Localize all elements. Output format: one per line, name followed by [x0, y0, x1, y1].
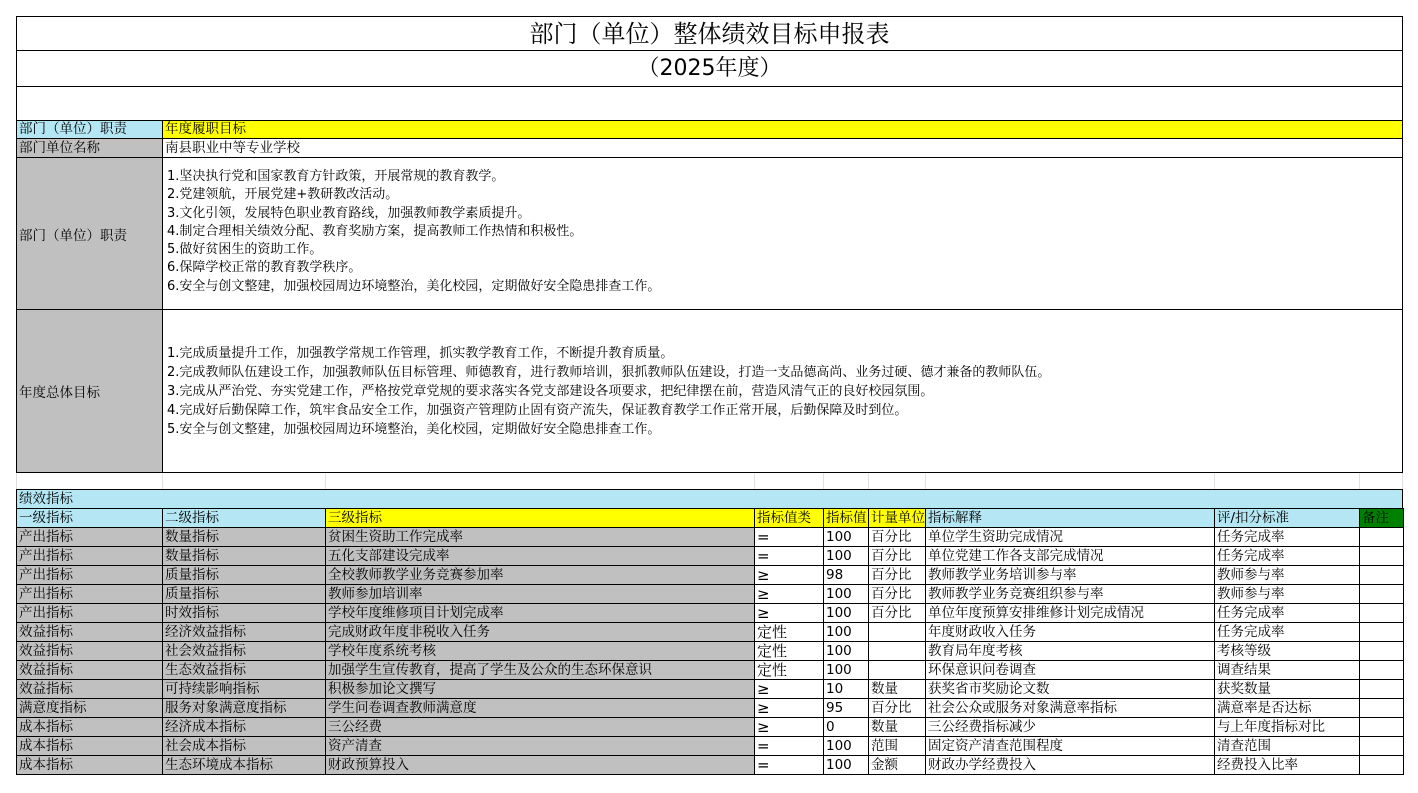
- value-type-cell[interactable]: ≥: [755, 585, 824, 604]
- unit-cell[interactable]: 范围: [869, 737, 926, 756]
- unit-cell[interactable]: [869, 661, 926, 680]
- goals-row: [16, 309, 1403, 473]
- remark-cell[interactable]: [1360, 585, 1404, 604]
- value-cell[interactable]: 95: [824, 699, 869, 718]
- table-row: [17, 737, 1404, 756]
- value-cell[interactable]: 100: [824, 623, 869, 642]
- level3-cell[interactable]: 学校年度维修项目计划完成率: [326, 604, 755, 623]
- duty-line: 1.坚决执行党和国家教育方针政策，开展常规的教育教学。: [167, 169, 505, 184]
- level2-cell[interactable]: 时效指标: [163, 604, 326, 623]
- performance-form-sheet: [16, 16, 1403, 775]
- standard-cell[interactable]: 考核等级: [1215, 642, 1360, 661]
- remark-cell[interactable]: [1360, 566, 1404, 585]
- level2-cell[interactable]: 质量指标: [163, 566, 326, 585]
- level2-cell[interactable]: 服务对象满意度指标: [163, 699, 326, 718]
- explanation-cell[interactable]: 获奖省市奖励论文数: [926, 680, 1215, 699]
- unit-cell[interactable]: 数量: [869, 718, 926, 737]
- value-type-cell[interactable]: ≥: [755, 566, 824, 585]
- remark-cell[interactable]: [1360, 623, 1404, 642]
- duty-line: 4.制定合理相关绩效分配、教育奖励方案，提高教师工作热情和积极性。: [167, 223, 583, 239]
- unit-name-label[interactable]: 部门单位名称: [17, 139, 163, 157]
- blank-row: [16, 86, 1403, 120]
- table-row: [17, 661, 1404, 680]
- standard-cell[interactable]: 任务完成率: [1215, 547, 1360, 566]
- table-row: [17, 547, 1404, 566]
- table-row: [17, 680, 1404, 699]
- table-row: [17, 623, 1404, 642]
- level3-cell[interactable]: 加强学生宣传教育，提高了学生及公众的生态环保意识: [326, 661, 755, 680]
- explanation-cell[interactable]: 单位年度预算安排维修计划完成情况: [926, 604, 1215, 623]
- level3-cell[interactable]: 资产清查: [326, 737, 755, 756]
- column-header[interactable]: 指标值: [824, 509, 869, 528]
- unit-cell[interactable]: 百分比: [869, 547, 926, 566]
- level3-cell[interactable]: 财政预算投入: [326, 756, 755, 775]
- unit-cell[interactable]: 百分比: [869, 699, 926, 718]
- remark-cell[interactable]: [1360, 528, 1404, 547]
- duties-label[interactable]: 部门（单位）职责: [17, 158, 163, 309]
- level1-cell[interactable]: 产出指标: [17, 604, 163, 623]
- level3-cell[interactable]: 教师参加培训率: [326, 585, 755, 604]
- level1-cell[interactable]: 成本指标: [17, 718, 163, 737]
- remark-cell[interactable]: [1360, 737, 1404, 756]
- level3-cell[interactable]: 学生问卷调查教师满意度: [326, 699, 755, 718]
- value-cell[interactable]: 100: [824, 604, 869, 623]
- level2-cell[interactable]: 质量指标: [163, 585, 326, 604]
- remark-cell[interactable]: [1360, 661, 1404, 680]
- goal-line: 2.完成教师队伍建设工作，加强教师队伍目标管理、师德教育，进行教师培训，狠抓教师队伍建设，打造一支品德高尚、业务过硬、德才兼备的教师队伍。: [167, 365, 1051, 380]
- level2-cell[interactable]: 经济效益指标: [163, 623, 326, 642]
- value-cell[interactable]: 98: [824, 566, 869, 585]
- level2-cell[interactable]: 经济成本指标: [163, 718, 326, 737]
- goals-text[interactable]: [163, 310, 1402, 472]
- section-header-row: [16, 120, 1403, 138]
- standard-cell[interactable]: 教师参与率: [1215, 585, 1360, 604]
- explanation-cell[interactable]: 社会公众或服务对象满意率指标: [926, 699, 1215, 718]
- unit-cell[interactable]: 金额: [869, 756, 926, 775]
- goal-line: 5.安全与创文整建，加强校园周边环境整治，美化校园，定期做好安全隐患排查工作。: [167, 422, 661, 437]
- duties-row: [16, 157, 1403, 309]
- form-year: （2025年度）: [16, 50, 1403, 86]
- table-row: [17, 604, 1404, 623]
- value-type-cell[interactable]: 定性: [755, 661, 824, 680]
- table-row: [17, 756, 1404, 775]
- spacer-row: [16, 473, 1403, 489]
- column-header[interactable]: 计量单位: [869, 509, 926, 528]
- standard-cell[interactable]: 满意率是否达标: [1215, 699, 1360, 718]
- explanation-cell[interactable]: 财政办学经费投入: [926, 756, 1215, 775]
- value-type-cell[interactable]: 定性: [755, 623, 824, 642]
- table-row: [17, 718, 1404, 737]
- table-row: [17, 699, 1404, 718]
- value-cell[interactable]: 100: [824, 756, 869, 775]
- value-cell[interactable]: 100: [824, 547, 869, 566]
- explanation-cell[interactable]: 单位党建工作各支部完成情况: [926, 547, 1215, 566]
- level1-cell[interactable]: 效益指标: [17, 642, 163, 661]
- goals-label[interactable]: 年度总体目标: [17, 310, 163, 472]
- performance-title[interactable]: 绩效指标: [16, 489, 1403, 508]
- standard-cell[interactable]: 任务完成率: [1215, 604, 1360, 623]
- remark-cell[interactable]: [1360, 604, 1404, 623]
- column-header[interactable]: 指标值类: [755, 509, 824, 528]
- duty-line: 5.做好贫困生的资助工作。: [167, 242, 323, 258]
- unit-cell[interactable]: [869, 642, 926, 661]
- explanation-cell[interactable]: 三公经费指标减少: [926, 718, 1215, 737]
- table-row: [17, 566, 1404, 585]
- value-cell[interactable]: 0: [824, 718, 869, 737]
- value-type-cell[interactable]: =: [755, 737, 824, 756]
- duty-line: 2.党建领航，开展党建+教研教改活动。: [167, 187, 399, 203]
- value-cell[interactable]: 100: [824, 642, 869, 661]
- table-header-row: [17, 509, 1404, 528]
- column-header[interactable]: 备注: [1360, 509, 1404, 528]
- table-row: [17, 585, 1404, 604]
- goal-line: 3.完成从严治党、夯实党建工作，严格按党章党规的要求落实各党支部建设各项要求，把纪律摆在前，营造风清气正的良好校园氛围。: [167, 384, 934, 399]
- column-header[interactable]: 一级指标: [17, 509, 163, 528]
- indicator-table: [16, 508, 1404, 775]
- remark-cell[interactable]: [1360, 718, 1404, 737]
- column-header[interactable]: 评/扣分标准: [1215, 509, 1360, 528]
- remark-cell[interactable]: [1360, 680, 1404, 699]
- standard-cell[interactable]: 教师参与率: [1215, 566, 1360, 585]
- value-type-cell[interactable]: =: [755, 547, 824, 566]
- level1-cell[interactable]: 效益指标: [17, 661, 163, 680]
- standard-cell[interactable]: 任务完成率: [1215, 623, 1360, 642]
- level2-cell[interactable]: 社会效益指标: [163, 642, 326, 661]
- unit-cell[interactable]: 百分比: [869, 528, 926, 547]
- unit-cell[interactable]: 百分比: [869, 566, 926, 585]
- level2-cell[interactable]: 社会成本指标: [163, 737, 326, 756]
- level3-cell[interactable]: 完成财政年度非税收入任务: [326, 623, 755, 642]
- remark-cell[interactable]: [1360, 756, 1404, 775]
- level3-cell[interactable]: 学校年度系统考核: [326, 642, 755, 661]
- value-type-cell[interactable]: ≥: [755, 699, 824, 718]
- standard-cell[interactable]: 任务完成率: [1215, 528, 1360, 547]
- value-cell[interactable]: 100: [824, 661, 869, 680]
- value-cell[interactable]: 100: [824, 585, 869, 604]
- goal-line: 4.完成好后勤保障工作，筑牢食品安全工作，加强资产管理防止固有资产流失，保证教育教学工作正常开展，后勤保障及时到位。: [167, 403, 908, 418]
- value-type-cell[interactable]: =: [755, 756, 824, 775]
- unit-cell[interactable]: 数量: [869, 680, 926, 699]
- explanation-cell[interactable]: 环保意识问卷调查: [926, 661, 1215, 680]
- section-header-label[interactable]: 部门（单位）职责: [17, 121, 163, 138]
- unit-cell[interactable]: [869, 623, 926, 642]
- duty-line: 6.安全与创文整建，加强校园周边环境整治，美化校园，定期做好安全隐患排查工作。: [167, 278, 661, 294]
- explanation-cell[interactable]: 固定资产清查范围程度: [926, 737, 1215, 756]
- explanation-cell[interactable]: 教师教学业务竞赛组织参与率: [926, 585, 1215, 604]
- value-cell[interactable]: 10: [824, 680, 869, 699]
- level3-cell[interactable]: 积极参加论文撰写: [326, 680, 755, 699]
- goal-line: 1.完成质量提升工作，加强教学常规工作管理，抓实教学教育工作，不断提升教育质量。: [167, 346, 674, 361]
- column-header[interactable]: 二级指标: [163, 509, 326, 528]
- explanation-cell[interactable]: 单位学生资助完成情况: [926, 528, 1215, 547]
- level1-cell[interactable]: 产出指标: [17, 566, 163, 585]
- value-cell[interactable]: 100: [824, 737, 869, 756]
- level2-cell[interactable]: 生态效益指标: [163, 661, 326, 680]
- level2-cell[interactable]: 生态环境成本指标: [163, 756, 326, 775]
- level1-cell[interactable]: 满意度指标: [17, 699, 163, 718]
- level1-cell[interactable]: 产出指标: [17, 547, 163, 566]
- unit-cell[interactable]: 百分比: [869, 585, 926, 604]
- level2-cell[interactable]: 可持续影响指标: [163, 680, 326, 699]
- duties-text[interactable]: [163, 158, 1402, 309]
- level3-cell[interactable]: 贫困生资助工作完成率: [326, 528, 755, 547]
- remark-cell[interactable]: [1360, 642, 1404, 661]
- level2-cell[interactable]: 数量指标: [163, 528, 326, 547]
- level1-cell[interactable]: 效益指标: [17, 623, 163, 642]
- form-title: 部门（单位）整体绩效目标申报表: [16, 16, 1403, 50]
- column-header[interactable]: 指标解释: [926, 509, 1215, 528]
- standard-cell[interactable]: 调查结果: [1215, 661, 1360, 680]
- unit-name-value[interactable]: 南县职业中等专业学校: [165, 140, 300, 156]
- level3-cell[interactable]: 三公经费: [326, 718, 755, 737]
- level1-cell[interactable]: 成本指标: [17, 756, 163, 775]
- value-type-cell[interactable]: =: [755, 528, 824, 547]
- table-row: [17, 528, 1404, 547]
- value-type-cell[interactable]: ≥: [755, 680, 824, 699]
- duty-line: 3.文化引领，发展特色职业教育路线，加强教师教学素质提升。: [167, 205, 531, 221]
- duty-line: 6.保障学校正常的教育教学秩序。: [167, 260, 362, 276]
- value-type-cell[interactable]: ≥: [755, 718, 824, 737]
- unit-cell[interactable]: 百分比: [869, 604, 926, 623]
- level1-cell[interactable]: 产出指标: [17, 528, 163, 547]
- value-type-cell[interactable]: ≥: [755, 604, 824, 623]
- value-cell[interactable]: 100: [824, 528, 869, 547]
- level1-cell[interactable]: 效益指标: [17, 680, 163, 699]
- value-type-cell[interactable]: 定性: [755, 642, 824, 661]
- explanation-cell[interactable]: 年度财政收入任务: [926, 623, 1215, 642]
- standard-cell[interactable]: 经费投入比率: [1215, 756, 1360, 775]
- level3-cell[interactable]: 五化支部建设完成率: [326, 547, 755, 566]
- level2-cell[interactable]: 数量指标: [163, 547, 326, 566]
- explanation-cell[interactable]: 教育局年度考核: [926, 642, 1215, 661]
- remark-cell[interactable]: [1360, 699, 1404, 718]
- table-row: [17, 642, 1404, 661]
- level1-cell[interactable]: 成本指标: [17, 737, 163, 756]
- standard-cell[interactable]: 与上年度指标对比: [1215, 718, 1360, 737]
- column-header[interactable]: 三级指标: [326, 509, 755, 528]
- unit-name-row: [16, 138, 1403, 157]
- level1-cell[interactable]: 产出指标: [17, 585, 163, 604]
- standard-cell[interactable]: 获奖数量: [1215, 680, 1360, 699]
- remark-cell[interactable]: [1360, 547, 1404, 566]
- explanation-cell[interactable]: 教师教学业务培训参与率: [926, 566, 1215, 585]
- standard-cell[interactable]: 清查范围: [1215, 737, 1360, 756]
- section-header-value[interactable]: 年度履职目标: [163, 121, 1402, 138]
- level3-cell[interactable]: 全校教师教学业务竞赛参加率: [326, 566, 755, 585]
